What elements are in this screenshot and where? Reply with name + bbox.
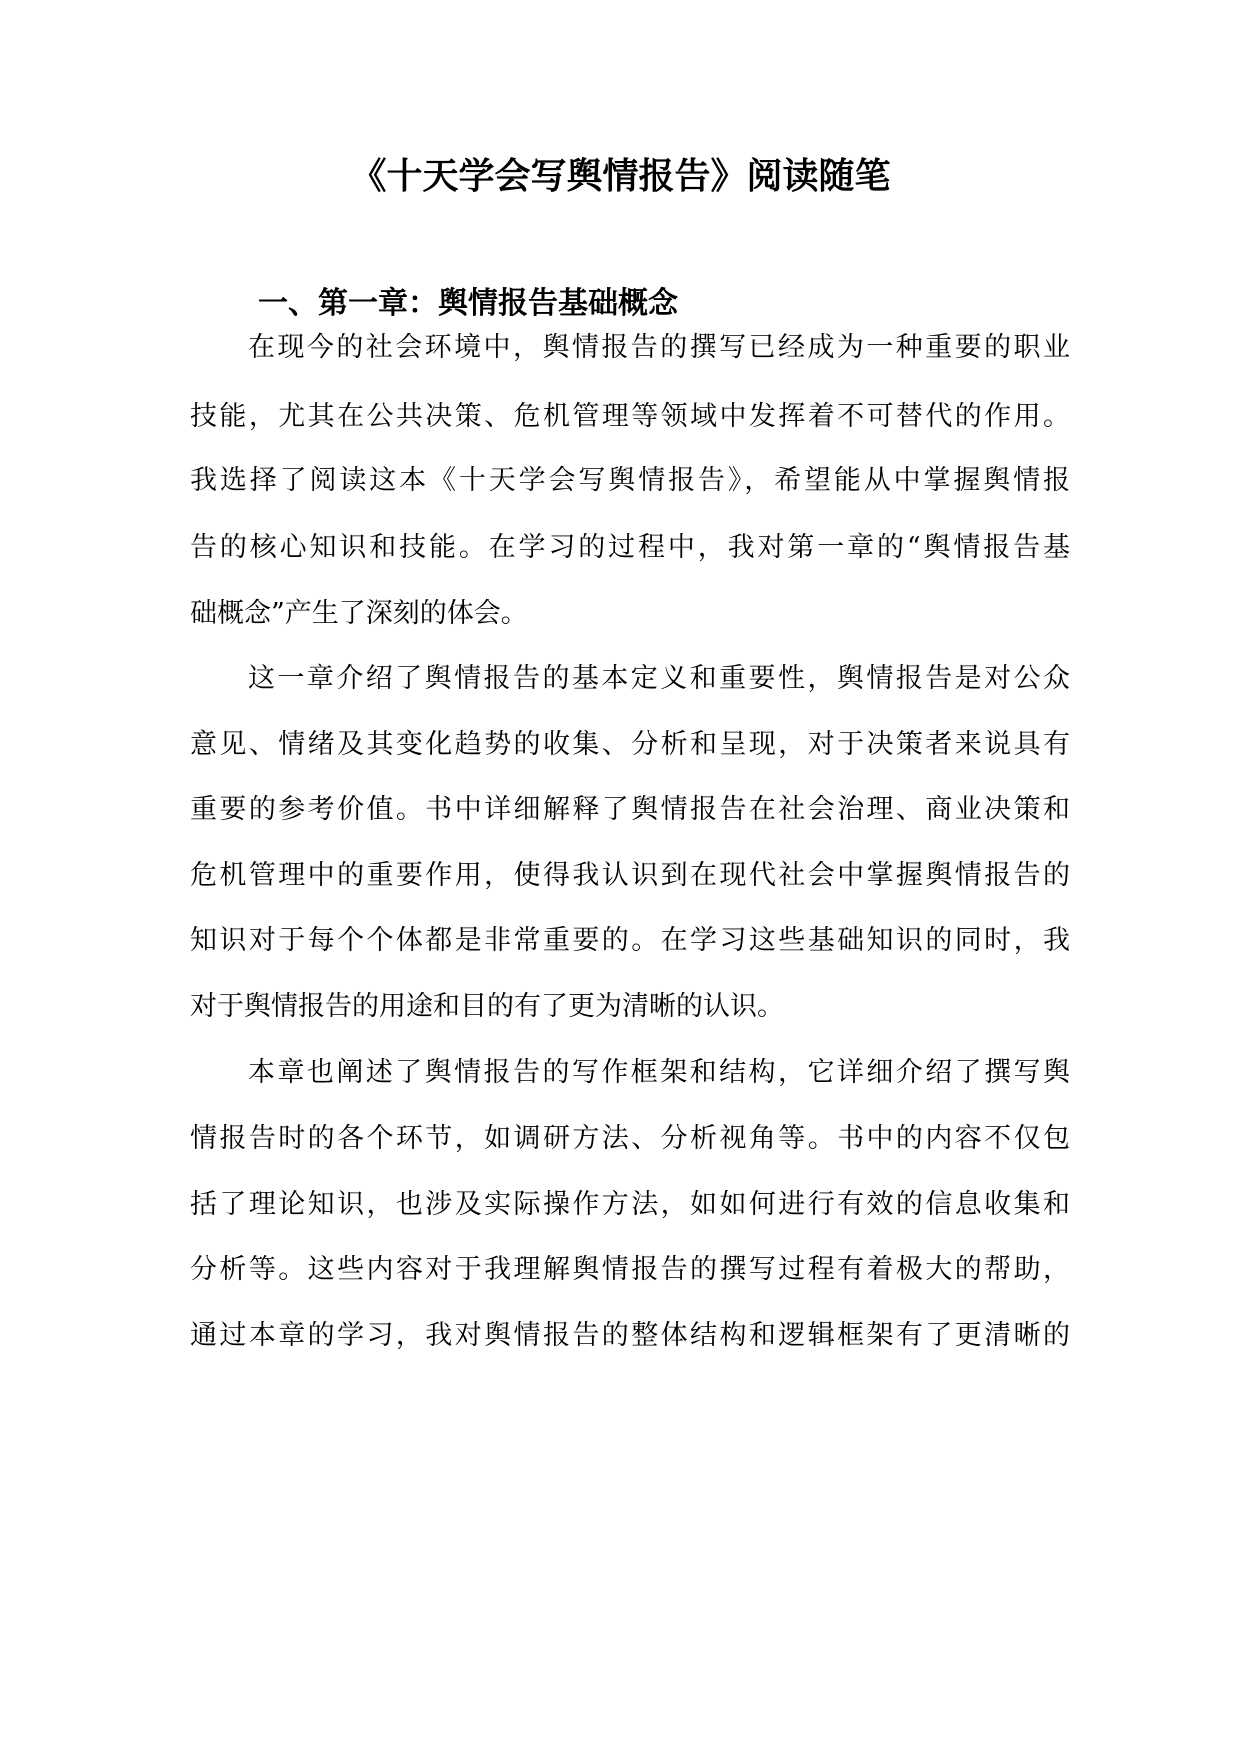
paragraph-3-line-1: 本章也阐述了舆情报告的写作框架和结构，它详细介绍了撰写舆 <box>248 1057 1070 1088</box>
paragraph-3-line-3: 括了理论知识，也涉及实际操作方法，如如何进行有效的信息收集和 <box>190 1189 1070 1220</box>
paragraph-2-line-5: 知识对于每个个体都是非常重要的。在学习这些基础知识的同时，我 <box>190 925 1070 956</box>
paragraph-3-line-2: 情报告时的各个环节，如调研方法、分析视角等。书中的内容不仅包 <box>190 1123 1070 1154</box>
document-title: 《十天学会写舆情报告》阅读随笔 <box>350 156 891 197</box>
paragraph-1-line-1: 在现今的社会环境中，舆情报告的撰写已经成为一种重要的职业 <box>248 332 1070 363</box>
paragraph-2-line-6: 对于舆情报告的用途和目的有了更为清晰的认识。 <box>190 991 784 1022</box>
paragraph-3-line-4: 分析等。这些内容对于我理解舆情报告的撰写过程有着极大的帮助， <box>190 1254 1070 1285</box>
paragraph-1-line-5: 础概念”产生了深刻的体会。 <box>190 598 528 629</box>
paragraph-3-line-5: 通过本章的学习，我对舆情报告的整体结构和逻辑框架有了更清晰的 <box>190 1320 1070 1351</box>
paragraph-1-line-3: 我选择了阅读这本《十天学会写舆情报告》，希望能从中掌握舆情报 <box>190 465 1070 496</box>
paragraph-2-line-1: 这一章介绍了舆情报告的基本定义和重要性，舆情报告是对公众 <box>248 663 1070 694</box>
paragraph-2-line-4: 危机管理中的重要作用，使得我认识到在现代社会中掌握舆情报告的 <box>190 860 1070 891</box>
paragraph-1-line-4: 告的核心知识和技能。在学习的过程中，我对第一章的“舆情报告基 <box>190 532 1070 563</box>
paragraph-2-line-3: 重要的参考价值。书中详细解释了舆情报告在社会治理、商业决策和 <box>190 794 1070 825</box>
paragraph-1-line-2: 技能，尤其在公共决策、危机管理等领域中发挥着不可替代的作用。 <box>190 401 1070 432</box>
section-heading: 一、第一章：舆情报告基础概念 <box>258 286 678 321</box>
paragraph-2-line-2: 意见、情绪及其变化趋势的收集、分析和呈现，对于决策者来说具有 <box>190 729 1070 760</box>
